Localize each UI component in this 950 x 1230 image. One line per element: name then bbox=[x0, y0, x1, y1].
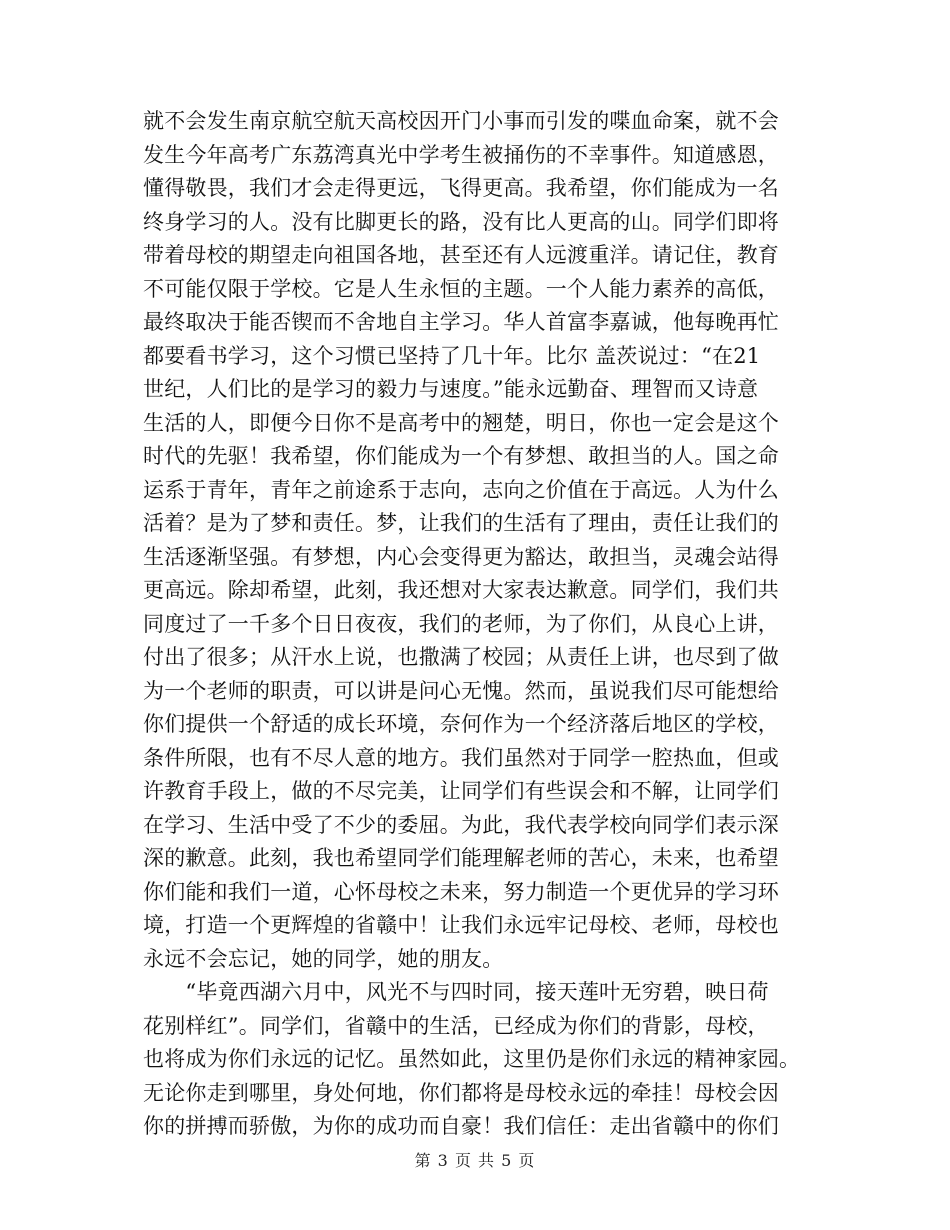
text-line: 活着？是为了梦和责任。梦，让我们的生活有了理由，责任让我们的 bbox=[143, 511, 779, 535]
text-line: “毕竟西湖六月中，风光不与四时同，接天莲叶无穷碧，映日荷 bbox=[143, 980, 769, 1004]
text-line: 时代的先驱！我希望，你们能成为一个有梦想、敢担当的人。国之命 bbox=[143, 444, 779, 468]
text-line: 带着母校的期望走向祖国各地，甚至还有人远渡重洋。请记住，教育 bbox=[143, 243, 779, 267]
text-line: 条件所限，也有不尽人意的地方。我们虽然对于同学一腔热血，但或 bbox=[143, 745, 779, 770]
text-line: 不可能仅限于学校。它是人生永恒的主题。一个人能力素养的高低， bbox=[143, 276, 779, 301]
text-line: 也将成为你们永远的记忆。虽然如此，这里仍是你们永远的精神家园。 bbox=[143, 1047, 801, 1071]
text-line: 无论你走到哪里，身处何地，你们都将是母校永远的牵挂！母校会因 bbox=[143, 1080, 779, 1105]
text-line: 就不会发生南京航空航天高校因开门小事而引发的喋血命案，就不会 bbox=[143, 109, 779, 133]
text-line: 最终取决于能否锲而不舍地自主学习。华人首富李嘉诚，他每晚再忙 bbox=[143, 310, 779, 334]
text-line: 世纪，人们比的是学习的毅力与速度。”能永远勤奋、理智而又诗意 bbox=[143, 377, 759, 401]
text-line: 你们能和我们一道，心怀母校之未来，努力制造一个更优异的学习环 bbox=[143, 879, 779, 904]
text-line: 花别样红”。同学们，省赣中的生活，已经成为你们的背影，母校， bbox=[143, 1013, 769, 1038]
text-line: 境，打造一个更辉煌的省赣中！让我们永远牢记母校、老师，母校也 bbox=[143, 913, 779, 937]
body-text bbox=[143, 105, 823, 1144]
text-line: 你的拼搏而骄傲，为你的成功而自豪！我们信任：走出省赣中的你们 bbox=[143, 1114, 779, 1138]
text-line: 更高远。除却希望，此刻，我还想对大家表达歉意。同学们，我们共 bbox=[143, 578, 779, 602]
text-line: 发生今年高考广东荔湾真光中学考生被捅伤的不幸事件。知道感恩， bbox=[143, 142, 779, 167]
page-footer: 第 3 页 共 5 页 bbox=[414, 1151, 536, 1170]
text-line: 永远不会忘记，她的同学，她的朋友。 bbox=[143, 946, 504, 971]
text-line: 懂得敬畏，我们才会走得更远，飞得更高。我希望，你们能成为一名 bbox=[143, 176, 779, 200]
text-line: 生活的人，即便今日你不是高考中的翘楚，明日，你也一定会是这个 bbox=[143, 410, 779, 435]
text-line: 同度过了一千多个日日夜夜，我们的老师，为了你们，从良心上讲， bbox=[143, 611, 779, 636]
text-line: 为一个老师的职责，可以讲是问心无愧。然而，虽说我们尽可能想给 bbox=[143, 678, 779, 703]
text-line: 许教育手段上，做的不尽完美，让同学们有些误会和不解，让同学们 bbox=[143, 779, 779, 803]
text-line: 你们提供一个舒适的成长环境，奈何作为一个经济落后地区的学校， bbox=[143, 712, 779, 736]
text-line: 都要看书学习，这个习惯已坚持了几十年。比尔 盖茨说过：“在21 bbox=[143, 343, 761, 368]
text-line: 深的歉意。此刻，我也希望同学们能理解老师的苦心，未来，也希望 bbox=[143, 846, 779, 870]
text-line: 付出了很多；从汗水上说，也撒满了校园；从责任上讲，也尽到了做 bbox=[143, 645, 779, 669]
text-line: 终身学习的人。没有比脚更长的路，没有比人更高的山。同学们即将 bbox=[143, 209, 779, 234]
text-line: 运系于青年，青年之前途系于志向，志向之价值在于高远。人为什么 bbox=[143, 477, 779, 502]
text-line: 在学习、生活中受了不少的委屈。为此，我代表学校向同学们表示深 bbox=[143, 812, 779, 837]
text-line: 生活逐渐坚强。有梦想，内心会变得更为豁达，敢担当，灵魂会站得 bbox=[143, 544, 779, 569]
